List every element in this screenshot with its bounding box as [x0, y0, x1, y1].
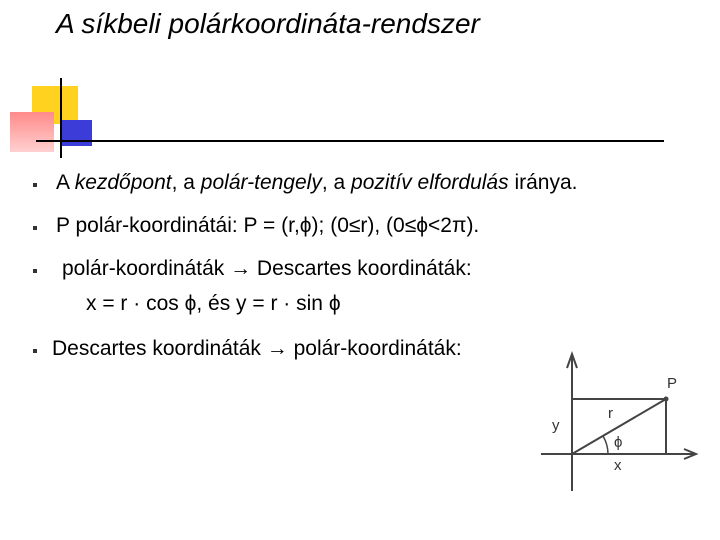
- polar-coordinate-diagram: [536, 346, 706, 496]
- bullet-icon: [33, 269, 37, 273]
- decor-blue-square: [62, 120, 92, 146]
- label-phi: ϕ: [614, 434, 623, 451]
- bullet-icon: [33, 183, 37, 187]
- label-r: r: [608, 405, 613, 422]
- label-p: P: [667, 375, 678, 392]
- bullet-text-4: Descartes koordináták → polár-koordináták:: [52, 337, 462, 360]
- point-p: [664, 397, 669, 402]
- bullet-text-2: P polár-koordinátái: P = (r,ϕ); (0≤r), (0≤ϕ<2π).: [56, 214, 480, 237]
- bullet-text-1: A kezdőpont, a polár-tengely, a pozitív elfordulás iránya.: [56, 171, 578, 194]
- bullet-text-3: polár-koordináták → Descartes koordináták:: [62, 257, 472, 280]
- page-title: A síkbeli polárkoordináta-rendszer: [56, 8, 480, 39]
- bullet-icon: [33, 349, 37, 353]
- conversion-formula: x = r · cos ϕ, és y = r · sin ϕ: [86, 292, 341, 315]
- bullet-icon: [33, 226, 37, 230]
- angle-arc: [603, 436, 608, 454]
- label-y: y: [552, 417, 560, 434]
- label-x: x: [614, 457, 622, 474]
- decor-pink-square: [10, 112, 54, 152]
- decor-vertical-line: [60, 78, 62, 158]
- title-divider: [36, 140, 664, 142]
